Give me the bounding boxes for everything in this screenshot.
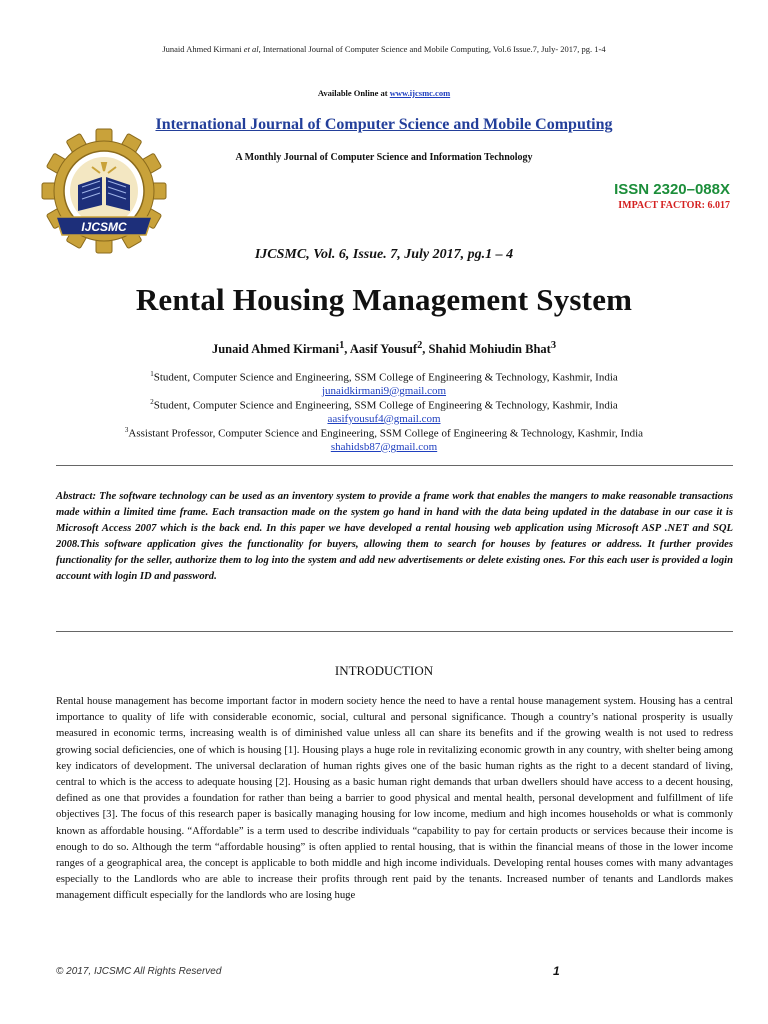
- paper-title: Rental Housing Management System: [135, 282, 633, 317]
- issn: ISSN 2320–088X: [614, 181, 730, 198]
- affiliation-3-text: Assistant Professor, Computer Science and Engineering, SSM College of Engineering & Technology, Kashmir, India: [128, 427, 644, 440]
- author-1: Junaid Ahmed Kirmani: [211, 342, 340, 357]
- author-1-sup: 1: [339, 340, 345, 351]
- available-online: [0, 88, 768, 98]
- introduction-heading: INTRODUCTION: [334, 663, 434, 678]
- available-label: Available Online at: [317, 88, 390, 98]
- affiliation-3: [0, 424, 768, 454]
- affiliation-2-text: Student, Computer Science and Engineering, SSM College of Engineering & Technology, Kashmir, India: [153, 399, 618, 412]
- gear-logo-icon: [38, 127, 170, 259]
- page-number: 1: [553, 964, 560, 978]
- volume-line: IJCSMC, Vol. 6, Issue. 7, July 2017, pg.1 – 4: [254, 247, 514, 262]
- abstract-bottom-rule: [56, 631, 733, 632]
- affiliation-1-sup: 1: [150, 370, 154, 378]
- running-rest: , International Journal of Computer Science and Mobile Computing, Vol.6 Issue.7, July- 2017, pg. 1-4: [258, 44, 606, 54]
- logo-text: IJCSMC: [81, 220, 127, 234]
- impact-factor: IMPACT FACTOR: 6.017: [618, 200, 730, 211]
- journal-tagline: A Monthly Journal of Computer Science and Information Technology: [235, 152, 533, 163]
- abstract-top-rule: [56, 465, 733, 466]
- running-header: [0, 44, 768, 54]
- author-2: Aasif Yousuf: [349, 342, 418, 357]
- author-2-sup: 2: [417, 340, 423, 351]
- introduction-body: Rental house management has become important factor in modern society hence the need to have a rental house management system. Housing has a central importance to quality of life with considerable economic, social, cultural and personal significance. Though a country’s national prosperity is usually measured in economic terms, increasing wealth is of diminished value unless all can share its benefits and if the growing wealth is not used to redress growing social deficiencies, one of which is housing [1]. Housing plays a huge role in revitalizing economic growth in any country, with shelter being among key indicators of development. The universal declaration of human rights gives one of the basic human rights as the right to a decent standard of living, central to which is the access to adequate housing [2]. Housing as a basic human right demands that urban dwellers should have access to a decent housing, defined as one that provides a foundation for rather than being a barrier to good physical and mental health, personal development and fulfillment of life objectives [3]. The focus of this research paper is basically managing housing for low income, medium and high incomes households or what is commonly known as affordable housing. “Affordable” is a term used to describe individuals “capability to pay for certain products or services because their income is enough to do so. Although the term “affordable housing” is often applied to rental housing, that is within the financial means of those in the lower income ranges of a geographical area, the concept is applicable to both middle and high income individuals. Developing rental houses comes with many advantages especially to the Landlords who are able to increase their profits through rent paid by the tenants. Increased number of tenants and Landlords makes management difficult especially for the landlords who are losing huge: [56, 695, 733, 902]
- affiliation-2: [0, 396, 768, 426]
- author-list: Junaid Ahmed Kirmani$^1$, Aasif Yousuf$^2$, Shahid Mohiudin Bhat$^3$: [211, 340, 557, 357]
- journal-website-link[interactable]: www.ijcsmc.com: [389, 88, 451, 98]
- affiliation-3-sup: 3: [124, 426, 129, 434]
- affiliation-2-sup: 2: [150, 398, 154, 406]
- affiliation-1: [0, 368, 768, 398]
- affiliation-1-text: Student, Computer Science and Engineering, SSM College of Engineering & Technology, Kashmir, India: [153, 371, 618, 384]
- abstract: Abstract: The software technology can be used as an inventory system to provide a frame work that enables the mangers to make reasonable transactions made within a limited time frame. Each transaction made on the system go hand in hand with the data being updated in the database in our case it is Microsoft Access 2007 which is the back end. In this paper we have developed a rental housing web application using Microsoft ASP .NET and SQL 2008.This software application gives the functionality for buyers, allowing them to search for houses by features or address. It further provides functionality for the seller, authorize them to log into the system and add new advertisements or delete existing ones. For this each user is provided a login account with login ID and password.: [56, 491, 733, 582]
- footer-copyright: © 2017, IJCSMC All Rights Reserved: [56, 966, 222, 977]
- running-etal: et al: [243, 44, 259, 54]
- journal-logo: [38, 127, 170, 259]
- affiliation-2-email-link[interactable]: aasifyousuf4@gmail.com: [327, 412, 441, 425]
- affiliation-1-email-link[interactable]: junaidkirmani9@gmail.com: [321, 384, 447, 397]
- journal-name: International Journal of Computer Science and Mobile Computing: [155, 116, 613, 133]
- running-author: Junaid Ahmed Kirmani: [162, 44, 244, 54]
- author-3: Shahid Mohiudin Bhat: [428, 342, 551, 357]
- author-3-sup: 3: [550, 340, 557, 351]
- affiliation-3-email-link[interactable]: shahidsb87@gmail.com: [330, 440, 438, 453]
